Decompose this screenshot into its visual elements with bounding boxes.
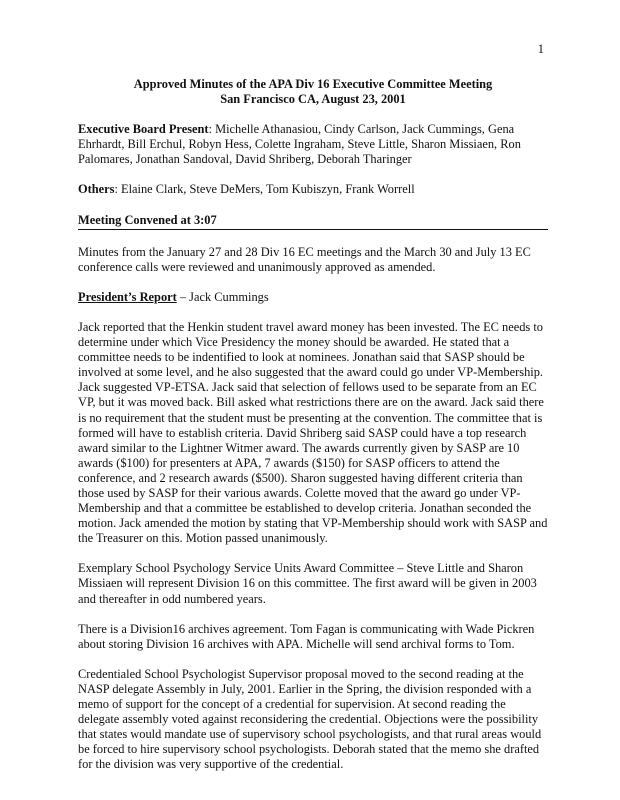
others-paragraph xyxy=(78,182,548,197)
document-body xyxy=(78,77,548,772)
report-paragraph-archives: There is a Division16 archives agreement. Tom Fagan is communicating with Wade Pickren about storing Division 16 archives with APA. Michelle will send archival forms to Tom. xyxy=(78,621,535,651)
presidents-report-presenter: – Jack Cummings xyxy=(176,289,269,304)
spacer xyxy=(78,167,548,182)
document-title xyxy=(78,77,548,107)
meeting-convened-heading: Meeting Convened at 3:07 xyxy=(78,213,548,230)
report-paragraph-henkin-award: Jack reported that the Henkin student travel award money has been invested. The EC needs to determine under which Vice Presidency the money should be awarded. He stated that a committee needs to be indentified to look at nominees. Jonathan said that SASP should be involved at some level, and he also suggested that the award could go under VP-Membership. Jack suggested VP-ETSA. Jack said that selection of fellows used to be separate from an EC VP, but it was moved back. Bill asked what restrictions there are on the award. Jack said there is no requirement that the student must be presenting at the convention. The committee that is formed will have to establish criteria. David Shriberg said SASP could have a top research award similar to the Lightner Witmer award. The awards currently given by SASP are 10 awards ($100) for presenters at APA, 7 awards ($150) for SASP officers to attend the conference, and 2 research awards ($500). Sharon suggested having different criteria than those used by SASP for their various awards. Colette moved that the award go under VP-Membership and that a committee be established to develop criteria. Jonathan seconded the motion. Jack amended the motion by stating that VP-Membership should work with SASP and the Treasurer on this. Motion passed unanimously. xyxy=(78,319,548,546)
board-present-members: : Michelle Athanasiou, Cindy Carlson, Jack Cummings, Gena Ehrhardt, Bill Erchul, Robyn Hess, Colette Ingraham, Steve Little, Sharon Missiaen, Ron Palomares, Jonathan Sandoval, David Shriberg, Deborah Tharinger xyxy=(78,122,521,167)
spacer xyxy=(78,107,548,122)
spacer xyxy=(78,198,548,213)
minutes-approval-paragraph: Minutes from the January 27 and 28 Div 16 EC meetings and the March 30 and July 13 EC conference calls were reviewed and unanimously approved as amended. xyxy=(78,244,531,274)
presidents-report-heading-line xyxy=(78,290,548,305)
others-members: : Elaine Clark, Steve DeMers, Tom Kubiszyn, Frank Worrell xyxy=(114,182,415,197)
others-label: Others xyxy=(78,182,115,197)
board-present-label: Executive Board Present xyxy=(78,122,209,137)
presidents-report-heading: President’s Report xyxy=(78,289,177,304)
title-line-2: San Francisco CA, August 23, 2001 xyxy=(220,92,406,107)
spacer xyxy=(78,305,548,320)
spacer xyxy=(78,652,548,667)
spacer xyxy=(78,275,548,290)
report-paragraph-service-units-award: Exemplary School Psychology Service Units Award Committee – Steve Little and Sharon Missiaen will represent Division 16 on this committee. The first award will be given in 2003 and thereafter in odd numbered years. xyxy=(78,561,537,606)
spacer xyxy=(78,230,548,245)
board-present-paragraph xyxy=(78,122,548,167)
title-line-1: Approved Minutes of the APA Div 16 Executive Committee Meeting xyxy=(133,77,493,91)
spacer xyxy=(78,607,548,622)
report-paragraph-supervisor-credential: Credentialed School Psychologist Supervisor proposal moved to the second reading at the NASP delegate Assembly in July, 2001. Earlier in the Spring, the division responded with a memo of support for the concept of a credential for supervision. At second reading the delegate assembly voted against reconsidering the credential. Objections were the possibility that states would mandate use of supervisory school psychologists, and that rural areas would be forced to hire supervisory school psychologists. Deborah stated that the memo she drafted for the division was very supportive of the credential. xyxy=(78,666,542,772)
page-number: 1 xyxy=(537,42,544,56)
spacer xyxy=(78,546,548,561)
